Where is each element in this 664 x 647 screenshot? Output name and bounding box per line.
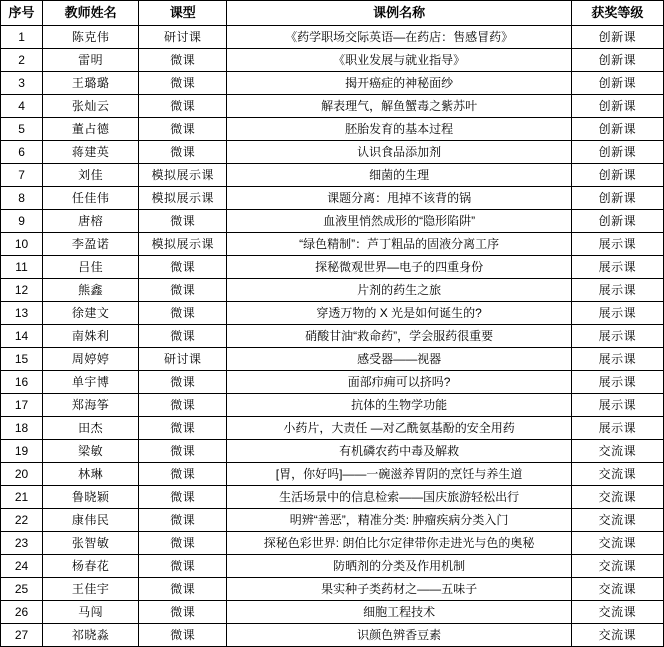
cell-award-level: 展示课 [571,256,663,279]
cell-row-index: 19 [1,440,43,463]
cell-row-index: 17 [1,394,43,417]
cell-course-type: 微课 [139,302,227,325]
table-row [1,118,664,141]
cell-course-title: 小药片，大责任 —对乙酰氨基酚的安全用药 [227,417,572,440]
cell-award-level: 交流课 [571,578,663,601]
cell-course-type: 微课 [139,394,227,417]
cell-teacher-name: 任佳伟 [43,187,139,210]
table-body [1,26,664,647]
cell-teacher-name: 杨春花 [43,555,139,578]
cell-award-level: 展示课 [571,417,663,440]
table-row [1,256,664,279]
table-header-row [1,1,664,26]
cell-course-type: 微课 [139,486,227,509]
table-row [1,555,664,578]
cell-course-title: 探秘微观世界—电子的四重身份 [227,256,572,279]
cell-course-type: 微课 [139,578,227,601]
cell-row-index: 20 [1,463,43,486]
cell-course-title: “绿色精制”：芦丁粗品的固液分离工序 [227,233,572,256]
cell-award-level: 创新课 [571,118,663,141]
cell-course-title: 胚胎发育的基本过程 [227,118,572,141]
cell-row-index: 8 [1,187,43,210]
cell-course-type: 微课 [139,256,227,279]
cell-award-level: 交流课 [571,624,663,647]
cell-teacher-name: 吕佳 [43,256,139,279]
cell-course-type: 微课 [139,371,227,394]
cell-row-index: 7 [1,164,43,187]
table-row [1,49,664,72]
cell-teacher-name: 熊鑫 [43,279,139,302]
cell-award-level: 创新课 [571,187,663,210]
cell-award-level: 交流课 [571,440,663,463]
cell-teacher-name: 张灿云 [43,95,139,118]
cell-course-type: 微课 [139,601,227,624]
cell-teacher-name: 周婷婷 [43,348,139,371]
cell-row-index: 5 [1,118,43,141]
table-row [1,302,664,325]
cell-course-type: 模拟展示课 [139,233,227,256]
table-row [1,348,664,371]
cell-teacher-name: 祁晓淼 [43,624,139,647]
cell-teacher-name: 王佳宇 [43,578,139,601]
cell-award-level: 交流课 [571,532,663,555]
cell-award-level: 创新课 [571,141,663,164]
cell-row-index: 22 [1,509,43,532]
cell-award-level: 交流课 [571,601,663,624]
cell-course-type: 微课 [139,279,227,302]
cell-teacher-name: 康伟民 [43,509,139,532]
table-row [1,95,664,118]
cell-row-index: 12 [1,279,43,302]
cell-award-level: 展示课 [571,371,663,394]
cell-award-level: 展示课 [571,394,663,417]
cell-teacher-name: 张智敏 [43,532,139,555]
cell-teacher-name: 董占德 [43,118,139,141]
table-row [1,509,664,532]
cell-teacher-name: 鲁晓颖 [43,486,139,509]
cell-teacher-name: 刘佳 [43,164,139,187]
cell-row-index: 18 [1,417,43,440]
cell-row-index: 11 [1,256,43,279]
cell-award-level: 交流课 [571,555,663,578]
column-header-type: 课型 [139,1,227,26]
table-row [1,72,664,95]
cell-course-title: 《药学职场交际英语—在药店：售感冒药》 [227,26,572,49]
cell-course-type: 微课 [139,463,227,486]
cell-course-type: 微课 [139,72,227,95]
table-header [1,1,664,26]
cell-teacher-name: 梁敏 [43,440,139,463]
cell-course-title: 明辨“善恶”，精准分类: 肿瘤疾病分类入门 [227,509,572,532]
cell-row-index: 27 [1,624,43,647]
column-header-teacher: 教师姓名 [43,1,139,26]
cell-award-level: 交流课 [571,509,663,532]
cell-course-title: 硝酸甘油“救命药”，学会服药很重要 [227,325,572,348]
cell-course-type: 微课 [139,440,227,463]
cell-row-index: 14 [1,325,43,348]
cell-teacher-name: 南姝利 [43,325,139,348]
table-row [1,141,664,164]
column-header-title: 课例名称 [227,1,572,26]
cell-award-level: 创新课 [571,49,663,72]
table-row [1,532,664,555]
table-row [1,578,664,601]
table-row [1,440,664,463]
cell-teacher-name: 王璐璐 [43,72,139,95]
cell-award-level: 展示课 [571,233,663,256]
cell-course-title: 解表理气，解鱼蟹毒之紫苏叶 [227,95,572,118]
cell-row-index: 15 [1,348,43,371]
column-header-award: 获奖等级 [571,1,663,26]
cell-row-index: 26 [1,601,43,624]
cell-teacher-name: 唐榕 [43,210,139,233]
cell-course-title: 识颜色辨香豆素 [227,624,572,647]
cell-course-title: 穿透万物的 X 光是如何诞生的? [227,302,572,325]
cell-course-title: 果实种子类药材之——五味子 [227,578,572,601]
table-row [1,417,664,440]
cell-award-level: 交流课 [571,486,663,509]
cell-award-level: 展示课 [571,302,663,325]
cell-row-index: 6 [1,141,43,164]
cell-course-title: 面部疖痈可以挤吗? [227,371,572,394]
table-row [1,394,664,417]
cell-award-level: 展示课 [571,279,663,302]
table-row [1,187,664,210]
table-row [1,486,664,509]
cell-teacher-name: 蒋建英 [43,141,139,164]
cell-course-type: 微课 [139,417,227,440]
table-row [1,164,664,187]
cell-course-title: 揭开癌症的神秘面纱 [227,72,572,95]
cell-course-type: 微课 [139,141,227,164]
cell-course-type: 模拟展示课 [139,187,227,210]
cell-course-type: 微课 [139,555,227,578]
cell-course-type: 微课 [139,49,227,72]
cell-row-index: 3 [1,72,43,95]
cell-row-index: 21 [1,486,43,509]
cell-teacher-name: 徐建文 [43,302,139,325]
cell-award-level: 创新课 [571,26,663,49]
cell-award-level: 展示课 [571,325,663,348]
cell-course-title: 血液里悄然成形的“隐形陷阱” [227,210,572,233]
cell-teacher-name: 郑海筝 [43,394,139,417]
cell-teacher-name: 雷明 [43,49,139,72]
cell-course-type: 研讨课 [139,26,227,49]
table-row [1,601,664,624]
cell-award-level: 交流课 [571,463,663,486]
cell-course-type: 微课 [139,210,227,233]
cell-award-level: 创新课 [571,95,663,118]
table-row [1,463,664,486]
table-row [1,26,664,49]
cell-course-type: 微课 [139,509,227,532]
cell-course-title: 认识食品添加剂 [227,141,572,164]
cell-row-index: 4 [1,95,43,118]
table-row [1,279,664,302]
cell-award-level: 展示课 [571,348,663,371]
cell-award-level: 创新课 [571,164,663,187]
cell-row-index: 13 [1,302,43,325]
cell-row-index: 10 [1,233,43,256]
cell-teacher-name: 林琳 [43,463,139,486]
cell-teacher-name: 李盈诺 [43,233,139,256]
table-row [1,233,664,256]
cell-row-index: 9 [1,210,43,233]
cell-teacher-name: 田杰 [43,417,139,440]
cell-course-title: 《职业发展与就业指导》 [227,49,572,72]
cell-course-type: 模拟展示课 [139,164,227,187]
cell-course-type: 研讨课 [139,348,227,371]
cell-row-index: 16 [1,371,43,394]
column-header-index: 序号 [1,1,43,26]
cell-course-type: 微课 [139,325,227,348]
cell-course-title: 片剂的药生之旅 [227,279,572,302]
cell-course-type: 微课 [139,118,227,141]
cell-course-title: 细菌的生理 [227,164,572,187]
cell-course-title: [胃，你好吗]——一碗滋养胃阴的烹饪与养生道 [227,463,572,486]
cell-course-title: 有机磷农药中毒及解救 [227,440,572,463]
table-row [1,325,664,348]
cell-row-index: 1 [1,26,43,49]
cell-teacher-name: 陈克伟 [43,26,139,49]
cell-course-type: 微课 [139,95,227,118]
cell-teacher-name: 马闯 [43,601,139,624]
cell-row-index: 24 [1,555,43,578]
table-row [1,624,664,647]
cell-teacher-name: 单宇博 [43,371,139,394]
cell-row-index: 25 [1,578,43,601]
cell-row-index: 2 [1,49,43,72]
cell-course-type: 微课 [139,624,227,647]
cell-award-level: 创新课 [571,72,663,95]
cell-course-title: 细胞工程技术 [227,601,572,624]
cell-course-type: 微课 [139,532,227,555]
cell-row-index: 23 [1,532,43,555]
cell-course-title: 生活场景中的信息检索——国庆旅游轻松出行 [227,486,572,509]
table-row [1,210,664,233]
cell-course-title: 课题分离：甩掉不该背的锅 [227,187,572,210]
cell-award-level: 创新课 [571,210,663,233]
table-row [1,371,664,394]
cell-course-title: 探秘色彩世界: 朗伯比尔定律带你走进光与色的奥秘 [227,532,572,555]
cell-course-title: 感受器——视器 [227,348,572,371]
cell-course-title: 防晒剂的分类及作用机制 [227,555,572,578]
cell-course-title: 抗体的生物学功能 [227,394,572,417]
